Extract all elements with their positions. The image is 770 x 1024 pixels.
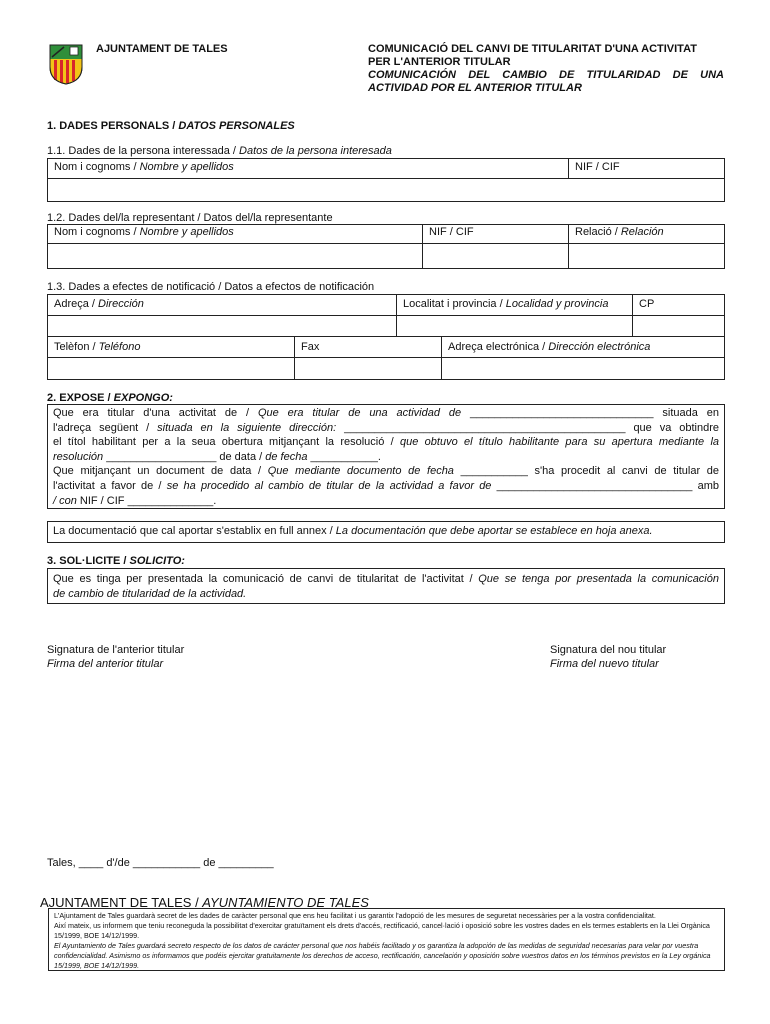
annex-box xyxy=(47,521,725,543)
privacy-notice-box xyxy=(48,908,725,971)
section1-heading-es: DATOS PERSONALES xyxy=(178,120,295,132)
expose-line3: el títol habilitant per a la seua obertura mitjançant la resolució / que obtuvo el título habilitante para su apertura mediante la xyxy=(53,436,720,449)
sub2-name-label-es: Nombre y apellidos xyxy=(139,226,234,238)
sub1-title-ca: 1.1. Dades de la persona interessada / xyxy=(47,145,240,157)
org-name: AJUNTAMENT DE TALES xyxy=(96,43,228,55)
municipal-logo xyxy=(48,43,84,85)
sub2-nif-cell xyxy=(422,224,569,244)
sub3-cp-cell xyxy=(632,294,725,316)
sub3-addr-cell xyxy=(47,294,397,316)
sub2-rel-label-ca: Relació / xyxy=(575,226,621,238)
signature-left-ca: Signatura de l'anterior titular xyxy=(47,644,185,656)
sub3-loc-label-ca: Localitat i provincia / xyxy=(403,298,506,310)
signature-right-ca: Signatura del nou titular xyxy=(550,644,667,656)
sub1-nif-cell xyxy=(568,158,725,179)
solicito-box[interactable] xyxy=(47,568,725,604)
solicito-line2: de cambio de titularidad de la actividad. xyxy=(53,587,247,600)
sub3-fax-input[interactable] xyxy=(294,357,442,380)
section3-heading-ca: 3. SOL·LICITE / xyxy=(47,555,130,567)
privacy-notice-p1: L'Ajuntament de Tales guardarà secret de les dades de caràcter personal que ens heu facilitat i us garantix l'adopció de les mesures de seguretat necessàries per a la vostra confidencialitat. xyxy=(54,911,656,920)
sub3-tel-cell xyxy=(47,336,295,358)
section1-heading xyxy=(47,120,295,132)
sub2-title: 1.2. Dades del/la representant / Datos del/la representante xyxy=(47,212,333,224)
sub3-tel-label-ca: Telèfon / xyxy=(54,341,99,353)
sub2-rel-label-es: Relación xyxy=(620,226,664,238)
form-title xyxy=(368,43,724,95)
sub3-addr-input[interactable] xyxy=(47,315,397,337)
expose-line6: l'activitat a favor de / se ha procedido al cambio de titular de la actividad a favor de ________________________________ amb xyxy=(53,479,720,492)
footer-title-es: AYUNTAMIENTO DE TALES xyxy=(202,895,369,910)
section3-heading xyxy=(47,555,185,567)
signature-left xyxy=(47,643,184,671)
sub1-title-es: Datos de la persona interesada xyxy=(239,145,392,157)
sub2-nif-label: NIF / CIF xyxy=(429,226,474,238)
signature-right-es: Firma del nuevo titular xyxy=(550,658,659,670)
sub2-nif-input[interactable] xyxy=(422,243,569,269)
privacy-notice-p3: El Ayuntamiento de Tales guardará secreto respecto de los datos de carácter personal que nos habéis facilitado y os garantiza la adopción de las medidas de seguridad necesarias para velar por vuestra confidencialidad. Asimismo os informamos que podéis ejercitar gratuitamente los derechos de acceso, rectificación, cancelación y oposición sobre vuestros datos en los términos previstos en la Ley orgánica 15/1999, BOE 14/12/1999. xyxy=(54,941,711,970)
sub1-title xyxy=(47,145,392,157)
expose-box[interactable] xyxy=(47,404,725,509)
sub1-name-label-ca: Nom i cognoms / xyxy=(54,161,140,173)
sub3-tel-label-es: Teléfono xyxy=(98,341,141,353)
sub3-cp-input[interactable] xyxy=(632,315,725,337)
solicito-line1: Que es tinga per presentada la comunicació de canvi de titularitat de l'activitat / Que se tenga por presentada la comunicación xyxy=(53,573,719,585)
sub3-loc-input[interactable] xyxy=(396,315,633,337)
section2-heading-es: EXPONGO: xyxy=(113,392,173,404)
sub3-tel-input[interactable] xyxy=(47,357,295,380)
annex-text-es: La documentación que debe aportar se establece en hoja anexa. xyxy=(335,525,653,537)
expose-line1: Que era titular d'una activitat de / Que era titular de una actividad de ______________________________ situada en xyxy=(53,407,719,419)
sub3-email-label-es: Dirección electrónica xyxy=(548,341,651,353)
title-ca-line1: COMUNICACIÓ DEL CANVI DE TITULARITAT D'UNA ACTIVITAT xyxy=(368,43,697,55)
expose-line2: l'adreça següent / situada en la siguiente dirección: ______________________________________________ que va obtindre xyxy=(53,421,719,434)
sub1-name-cell xyxy=(47,158,569,179)
sub3-email-cell xyxy=(441,336,725,358)
sub3-addr-label-es: Dirección xyxy=(98,298,144,310)
sub2-name-cell xyxy=(47,224,423,244)
expose-line7: / con NIF / CIF ______________. xyxy=(53,494,217,507)
title-es-line1: COMUNICACIÓN DEL CAMBIO DE TITULARIDAD DE UNA xyxy=(368,69,724,81)
sub1-nif-label: NIF / CIF xyxy=(575,161,620,173)
sub3-email-input[interactable] xyxy=(441,357,725,380)
sub2-rel-input[interactable] xyxy=(568,243,725,269)
sub3-fax-label: Fax xyxy=(301,341,320,353)
annex-text-ca: La documentació que cal aportar s'establix en full annex / xyxy=(53,525,336,537)
sub1-name-nif-input[interactable] xyxy=(47,178,725,202)
signature-left-es: Firma del anterior titular xyxy=(47,658,164,670)
sub2-rel-cell xyxy=(568,224,725,244)
sub3-loc-cell xyxy=(396,294,633,316)
sub1-name-label-es: Nombre y apellidos xyxy=(139,161,234,173)
privacy-notice-p2: Així mateix, us informem que teniu reconeguda la possibilitat d'exercitar gratuïtament els drets d'accés, rectificació, cancel·lació i oposició sobre les vostres dades en els termes establerts en la Llei Orgànica 15/1999, BOE 14/12/1999. xyxy=(54,921,710,940)
section1-heading-ca: 1. DADES PERSONALS / xyxy=(47,120,179,132)
title-ca-line2: PER L'ANTERIOR TITULAR xyxy=(368,56,511,68)
section3-heading-es: SOLICITO: xyxy=(129,555,185,567)
footer-title-ca: AJUNTAMENT DE TALES / xyxy=(40,895,203,910)
sub3-cp-label: CP xyxy=(639,298,655,310)
sub2-name-label-ca: Nom i cognoms / xyxy=(54,226,140,238)
date-line[interactable]: Tales, ____ d'/de ___________ de _________ xyxy=(47,857,274,869)
sub3-title: 1.3. Dades a efectes de notificació / Datos a efectos de notificación xyxy=(47,281,375,293)
sub3-loc-label-es: Localidad y provincia xyxy=(505,298,609,310)
section2-heading xyxy=(47,392,173,404)
sub3-fax-cell xyxy=(294,336,442,358)
title-es-line2: ACTIVIDAD POR EL ANTERIOR TITULAR xyxy=(368,82,582,94)
sub2-name-input[interactable] xyxy=(47,243,423,269)
sub3-email-label-ca: Adreça electrónica / xyxy=(448,341,549,353)
expose-line5: Que mitjançant un document de data / Que mediante documento de fecha ___________ s'ha procedit al canvi de titular de xyxy=(53,465,720,478)
signature-right xyxy=(550,643,666,671)
sub3-addr-label-ca: Adreça / xyxy=(54,298,99,310)
expose-line4: resolución __________________ de data / de fecha ___________. xyxy=(53,450,381,463)
section2-heading-ca: 2. EXPOSE / xyxy=(47,392,114,404)
